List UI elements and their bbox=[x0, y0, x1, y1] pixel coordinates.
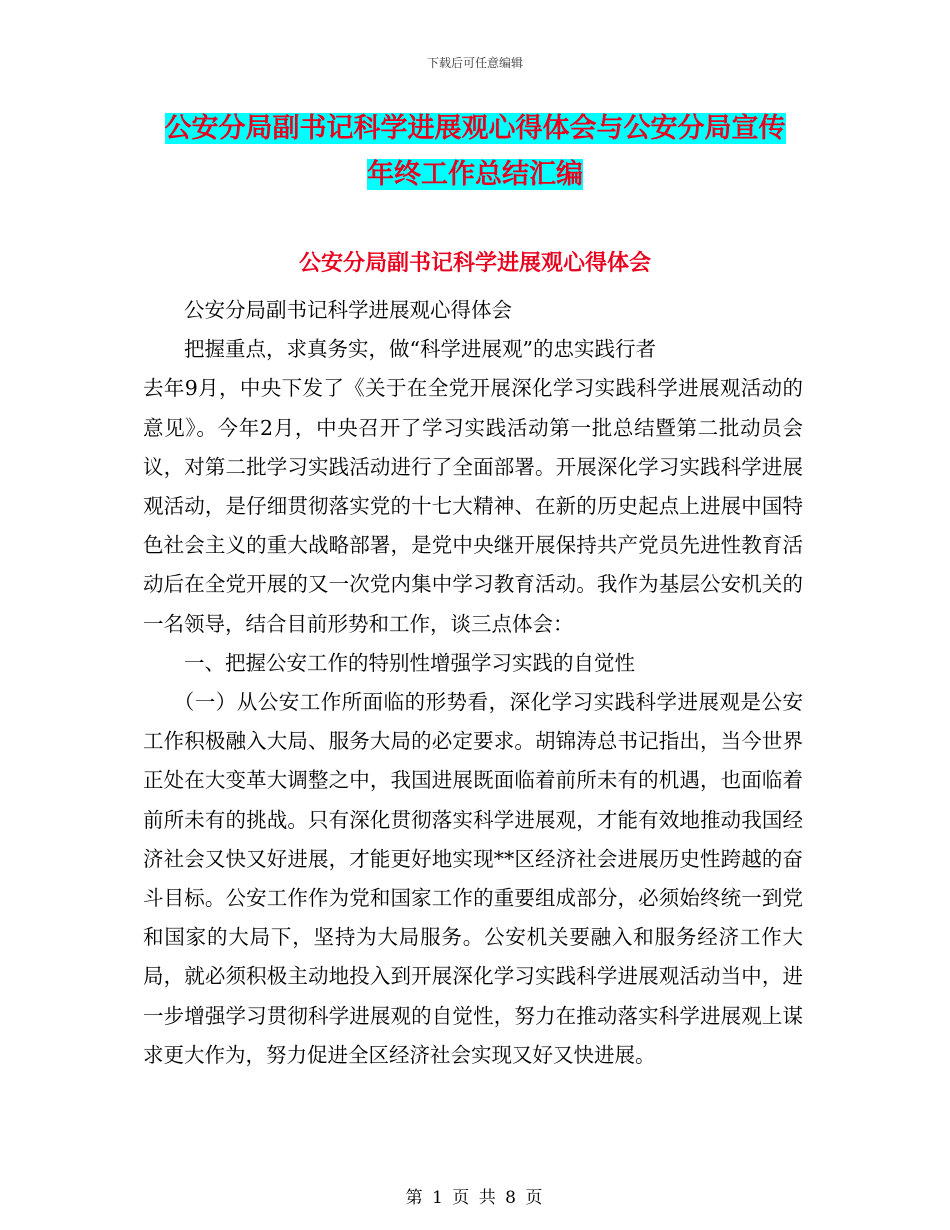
header-note: 下载后可任意编辑 bbox=[426, 56, 523, 70]
document-title-line-1: 公安分局副书记科学进展观心得体会与公安分局宣传 bbox=[164, 113, 786, 144]
document-body bbox=[143, 291, 803, 1075]
document-title bbox=[140, 106, 810, 198]
page-footer: 第 1 页 共 8 页 bbox=[405, 1188, 545, 1208]
paragraph-intro: 去年9月，中央下发了《关于在全党开展深化学习实践科学进展观活动的意见》。今年2月，中央召开了学习实践活动第一批总结暨第二批动员会议，对第二批学习实践活动进行了全面部署。开展深化学习实践科学进展观活动，是仔细贯彻落实党的十七大精神、在新的历史起点上进展中国特色社会主义的重大战略部署，是党中央继开展保持共产党员先进性教育活动后在全党开展的又一次党内集中学习教育活动。我作为基层公安机关的一名领导，结合目前形势和工作，谈三点体会： bbox=[143, 376, 803, 636]
paragraph-point-one: （一）从公安工作所面临的形势看，深化学习实践科学进展观是公安工作积极融入大局、服务大局的必定要求。胡锦涛总书记指出，当今世界正处在大变革大调整之中，我国进展既面临着前所未有的机遇，也面临着前所未有的挑战。只有深化贯彻落实科学进展观，才能有效地推动我国经济社会又快又好进展，才能更好地实现**区经济社会进展历史性跨越的奋斗目标。公安工作作为党和国家工作的重要组成部分，必须始终统一到党和国家的大局下，坚持为大局服务。公安机关要融入和服务经济工作大局，就必须积极主动地投入到开展深化学习实践科学进展观活动当中，进一步增强学习贯彻科学进展观的自觉性，努力在推动落实科学进展观上谋求更大作为，努力促进全区经济社会实现又好又快进展。 bbox=[143, 690, 803, 1067]
paragraph-theme: 把握重点，求真务实，做“科学进展观”的忠实践行者 bbox=[184, 337, 656, 362]
document-title-line-2: 年终工作总结汇编 bbox=[367, 159, 583, 190]
section-title: 公安分局副书记科学进展观心得体会 bbox=[298, 251, 651, 276]
paragraph-heading-one: 一、把握公安工作的特别性增强学习实践的自觉性 bbox=[184, 650, 635, 675]
paragraph-subtitle: 公安分局副书记科学进展观心得体会 bbox=[184, 298, 512, 322]
